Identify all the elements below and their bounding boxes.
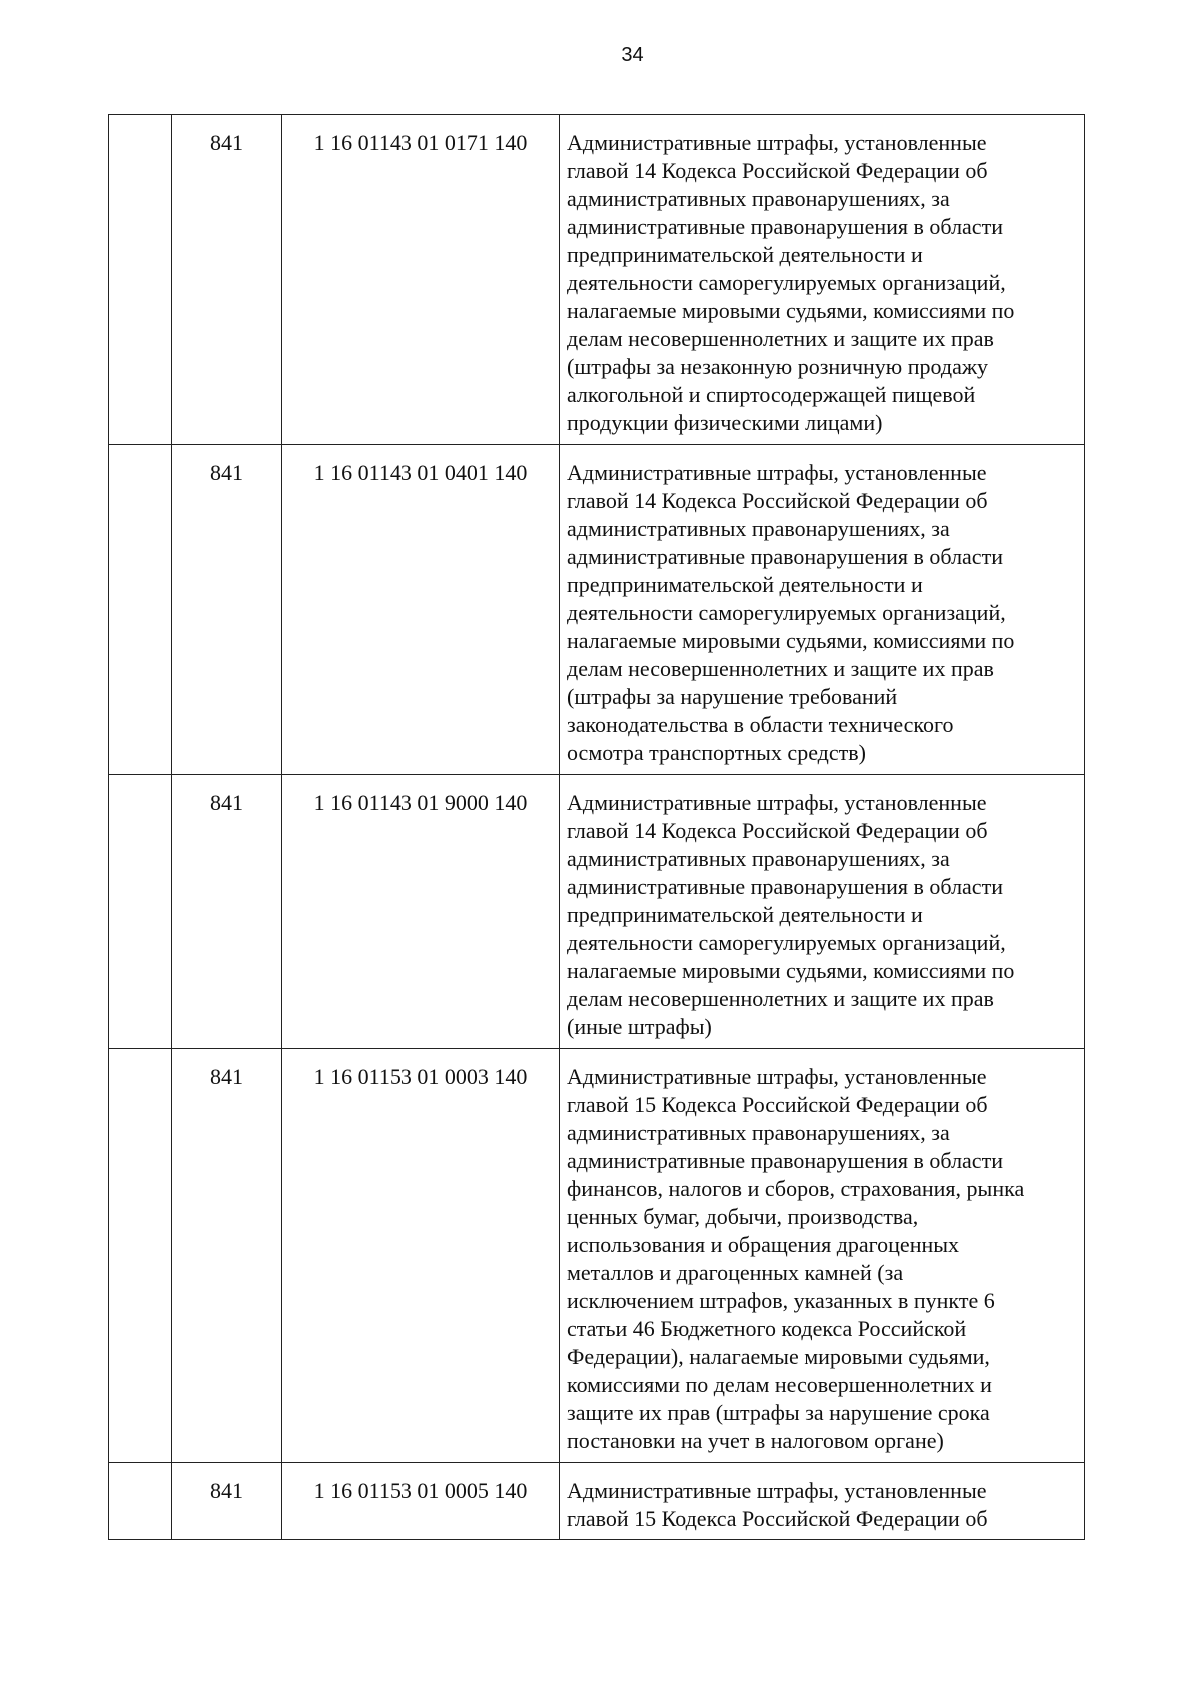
admin-code-cell: 841 [172,1049,282,1463]
empty-cell [109,1463,172,1540]
description-line: ценных бумаг, добычи, производства, [567,1204,919,1229]
admin-code-cell: 841 [172,115,282,445]
description-line: главой 14 Кодекса Российской Федерации об [567,158,988,183]
description-line: делам несовершеннолетних и защите их прав [567,326,994,351]
empty-cell [109,445,172,775]
description-line: металлов и драгоценных камней (за [567,1260,904,1285]
description-line: административных правонарушениях, за [567,846,950,871]
description-line: предпринимательской деятельности и [567,902,923,927]
description-line: главой 15 Кодекса Российской Федерации об [567,1092,988,1117]
table-body [109,115,1085,1540]
table-row [109,775,1085,1049]
revenue-name-cell [560,775,1085,1049]
description-line: делам несовершеннолетних и защите их прав [567,656,994,681]
description-line: Административные штрафы, установленные [567,130,987,155]
description-line: Административные штрафы, установленные [567,460,987,485]
empty-cell [109,775,172,1049]
kbk-code-cell: 1 16 01143 01 0401 140 [282,445,560,775]
description-line: деятельности саморегулируемых организаций, [567,930,1006,955]
description-line: административные правонарушения в области [567,874,1003,899]
revenue-name-cell [560,445,1085,775]
description-line: налагаемые мировыми судьями, комиссиями по [567,628,1015,653]
description-line: Административные штрафы, установленные [567,1064,987,1089]
table-row [109,115,1085,445]
admin-code-cell: 841 [172,775,282,1049]
admin-code-cell: 841 [172,445,282,775]
kbk-code-cell: 1 16 01153 01 0005 140 [282,1463,560,1540]
description-line: административных правонарушениях, за [567,186,950,211]
table-row [109,445,1085,775]
description-line: Административные штрафы, установленные [567,790,987,815]
description-line: исключением штрафов, указанных в пункте 6 [567,1288,995,1313]
description-line: административные правонарушения в области [567,214,1003,239]
description-line: финансов, налогов и сборов, страхования, рынка [567,1176,1025,1201]
description-line: постановки на учет в налоговом органе) [567,1428,944,1453]
page-number: 34 [621,44,644,66]
revenue-name-cell [560,1049,1085,1463]
empty-cell [109,1049,172,1463]
description-line: использования и обращения драгоценных [567,1232,960,1257]
description-line: деятельности саморегулируемых организаций, [567,270,1006,295]
description-line: осмотра транспортных средств) [567,740,866,765]
description-line: (штрафы за нарушение требований [567,684,898,709]
description-line: предпринимательской деятельности и [567,572,923,597]
description-line: налагаемые мировыми судьями, комиссиями по [567,958,1015,983]
description-line: налагаемые мировыми судьями, комиссиями по [567,298,1015,323]
revenue-name-cell [560,115,1085,445]
description-line: административных правонарушениях, за [567,1120,950,1145]
description-line: главой 14 Кодекса Российской Федерации об [567,488,988,513]
table-row [109,1049,1085,1463]
description-line: комиссиями по делам несовершеннолетних и [567,1372,992,1397]
description-line: алкогольной и спиртосодержащей пищевой [567,382,976,407]
description-line: главой 14 Кодекса Российской Федерации об [567,818,988,843]
description-line: административных правонарушениях, за [567,516,950,541]
table-row [109,1463,1085,1540]
budget-classification-table [108,114,1085,1540]
description-line: (иные штрафы) [567,1014,712,1039]
kbk-code-cell: 1 16 01143 01 0171 140 [282,115,560,445]
description-line: Федерации), налагаемые мировыми судьями, [567,1344,990,1369]
description-line: статьи 46 Бюджетного кодекса Российской [567,1316,967,1341]
revenue-name-cell [560,1463,1085,1540]
admin-code-cell: 841 [172,1463,282,1540]
description-line: административные правонарушения в области [567,544,1003,569]
description-line: главой 15 Кодекса Российской Федерации об [567,1506,988,1531]
kbk-code-cell: 1 16 01153 01 0003 140 [282,1049,560,1463]
description-line: деятельности саморегулируемых организаций, [567,600,1006,625]
description-line: продукции физическими лицами) [567,410,883,435]
description-line: предпринимательской деятельности и [567,242,923,267]
description-line: защите их прав (штрафы за нарушение срока [567,1400,990,1425]
empty-cell [109,115,172,445]
description-line: (штрафы за незаконную розничную продажу [567,354,989,379]
description-line: законодательства в области технического [567,712,954,737]
kbk-code-cell: 1 16 01143 01 9000 140 [282,775,560,1049]
description-line: административные правонарушения в области [567,1148,1003,1173]
description-line: Административные штрафы, установленные [567,1478,987,1503]
description-line: делам несовершеннолетних и защите их прав [567,986,994,1011]
